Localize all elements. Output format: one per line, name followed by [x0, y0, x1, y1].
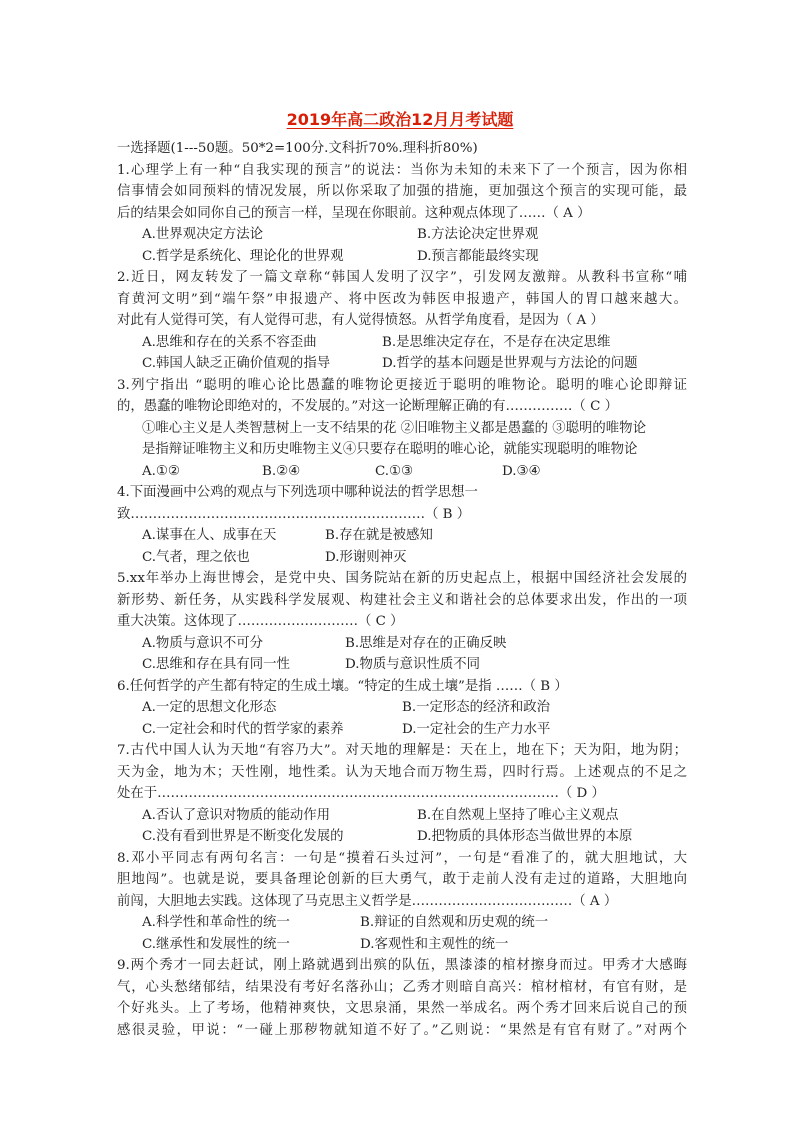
- option-a: A.①②: [142, 463, 180, 479]
- question-text-line: 对此有人觉得可笑，有人觉得可悲，有人觉得愤怒。从哲学角度看，是因为（ A ）: [117, 313, 604, 328]
- question-text-line: 2.近日，网友转发了一篇文章称“韩国人发明了汉字”，引发网友激辩。从教科书宣称“哺: [117, 270, 687, 285]
- option-d: D.形谢则神灭: [325, 549, 407, 565]
- option-b: B.存在就是被感知: [325, 528, 433, 543]
- question-7: [117, 740, 687, 848]
- question-2: [117, 267, 687, 375]
- question-text-line: 1.心理学上有一种“自我实现的预言”的说法：当你为未知的未来下了一个预言，因为你相: [117, 162, 687, 178]
- question-5: [117, 568, 687, 676]
- option-d: D.客观性和主观性的统一: [360, 936, 509, 952]
- question-9: [117, 955, 687, 1041]
- question-4: [117, 482, 687, 568]
- question-text-line: 信事情会如同预料的情况发展，所以你采取了加强的措施，更加强这个预言的实现可能，最: [117, 184, 687, 199]
- option-d: D.物质与意识性质不同: [345, 657, 481, 672]
- statement-line: ①唯心主义是人类智慧树上一支不结果的花 ②旧唯物主义都是愚蠢的 ③聪明的唯物论: [142, 420, 646, 436]
- option-c: C.继承性和发展性的统一: [142, 936, 290, 952]
- question-text-line: 7.古代中国人认为天地“有容乃大”。对天地的理解是：天在上，地在下；天为阳，地为阴；: [117, 743, 687, 758]
- exam-title: 2019年高二政治12月月考试题: [286, 110, 514, 129]
- question-text-line: 致…………………………………………………………（ B ）: [117, 506, 471, 522]
- section-intro: 一选择题(1---50题。50*2=100分.文科折70%.理科折80%): [117, 141, 478, 156]
- question-text-line: 新形势、新任务，从实践科学发展观、构建社会主义和谐社会的总体要求出发，作出的一项: [117, 592, 687, 608]
- option-b: B.思维是对存在的正确反映: [345, 635, 507, 651]
- question-text-line: 3.列宁指出 “聪明的唯心论比愚蠢的唯物论更接近于聪明的唯物论。聪明的唯心论即辩证: [117, 377, 687, 393]
- question-text-line: 前闯，大胆地去实践。这体现了马克思主义哲学是………………………………（ A ）: [117, 893, 618, 909]
- question-text-line: 5.xx年举办上海世博会，是党中央、国务院站在新的历史起点上，根据中国经济社会发展的: [117, 571, 687, 586]
- question-text-line: 胆地闯”。也就是说，要具备理论创新的巨大勇气，敢于走前人没有走过的道路，大胆地向: [117, 872, 687, 887]
- question-text-line: 天为金，地为木；天性刚，地性柔。认为天地合而万物生焉，四时行焉。上述观点的不足之: [117, 764, 687, 780]
- option-b: B.一定形态的经济和政治: [402, 700, 551, 715]
- option-c: C.气者，理之依也: [142, 549, 250, 565]
- question-text-line: 重大决策。这体现了………………………（ C ）: [117, 614, 404, 629]
- question-6: [117, 676, 687, 741]
- question-text-line: 8.邓小平同志有两句名言：一句是“摸着石头过河”，一句是“看准了的，就大胆地试，大: [117, 850, 687, 866]
- option-d: D.③④: [502, 463, 541, 479]
- question-3: [117, 375, 687, 483]
- option-a: A.世界观决定方法论: [142, 227, 264, 242]
- option-c: C.哲学是系统化、理论化的世界观: [142, 248, 344, 264]
- option-c: C.韩国人缺乏正确价值观的指导: [142, 356, 331, 371]
- question-text-line: 气，心头愁绪郁结，结果没有考好名落孙山；乙秀才则暗自高兴：棺材棺材，有官有财，是: [117, 979, 687, 995]
- option-c: C.一定社会和时代的哲学家的素养: [142, 721, 344, 737]
- option-c: C.①③: [375, 463, 414, 479]
- option-c: C.没有看到世界是不断变化发展的: [142, 829, 344, 844]
- question-text-line: 处在于………………………………………………………………………………（ D ）: [117, 786, 605, 801]
- option-d: D.一定社会的生产力水平: [402, 721, 551, 737]
- question-text-line: 的，愚蠢的唯物论即绝对的，不发展的。”对这一论断理解正确的有……………（ C ）: [117, 399, 618, 414]
- option-a: A.否认了意识对物质的能动作用: [142, 807, 331, 823]
- option-c: C.思维和存在具有同一性: [142, 657, 290, 672]
- question-text-line: 后的结果会如同你自己的预言一样，呈现在你眼前。这种观点体现了……（ A ）: [117, 205, 591, 221]
- statement-line: 是指辩证唯物主义和历史唯物主义④只要存在聪明的唯心论，就能实现聪明的唯物论: [142, 442, 638, 457]
- question-1: [117, 160, 687, 268]
- option-b: B.方法论决定世界观: [417, 227, 539, 242]
- option-b: B.是思维决定存在，不是存在决定思维: [382, 334, 611, 350]
- exam-content: [117, 138, 687, 1041]
- question-text-line: 感很灵验，甲说：“一碰上那秽物就知道不好了。”乙则说：“果然是有官有财了。”对两个: [117, 1022, 687, 1038]
- question-text-line: 6.任何哲学的产生都有特定的生成土壤。“特定的生成土壤”是指 ……（ B ）: [117, 678, 568, 694]
- question-text-line: 9.两个秀才一同去赶试，刚上路就遇到出殡的队伍，黑漆漆的棺材擦身而过。甲秀才大感晦: [117, 958, 687, 973]
- question-text-line: 个好兆头。上了考场，他精神爽快，文思泉涌，果然一举成名。两个秀才回来后说自己的预: [117, 1001, 687, 1016]
- option-a: A.思维和存在的关系不容歪曲: [142, 334, 317, 350]
- option-d: D.把物质的具体形态当做世界的本原: [417, 829, 633, 844]
- option-a: A.科学性和革命性的统一: [142, 915, 290, 930]
- question-8: [117, 848, 687, 956]
- question-text-line: 育黄河文明”到“端午祭”申报遗产、将中医改为韩医申报遗产，韩国人的胃口越来越大。: [117, 291, 687, 307]
- question-text-line: 4.下面漫画中公鸡的观点与下列选项中哪种说法的哲学思想一: [117, 485, 478, 500]
- option-a: A.谋事在人、成事在天: [142, 528, 277, 543]
- option-d: D.哲学的基本问题是世界观与方法论的问题: [382, 356, 638, 371]
- option-b: B.辩证的自然观和历史观的统一: [360, 915, 549, 930]
- option-b: B.在自然观上坚持了唯心主义观点: [417, 807, 619, 823]
- option-a: A.一定的思想文化形态: [142, 700, 277, 715]
- option-d: D.预言都能最终实现: [417, 248, 539, 264]
- option-a: A.物质与意识不可分: [142, 635, 264, 651]
- option-b: B.②④: [262, 463, 301, 479]
